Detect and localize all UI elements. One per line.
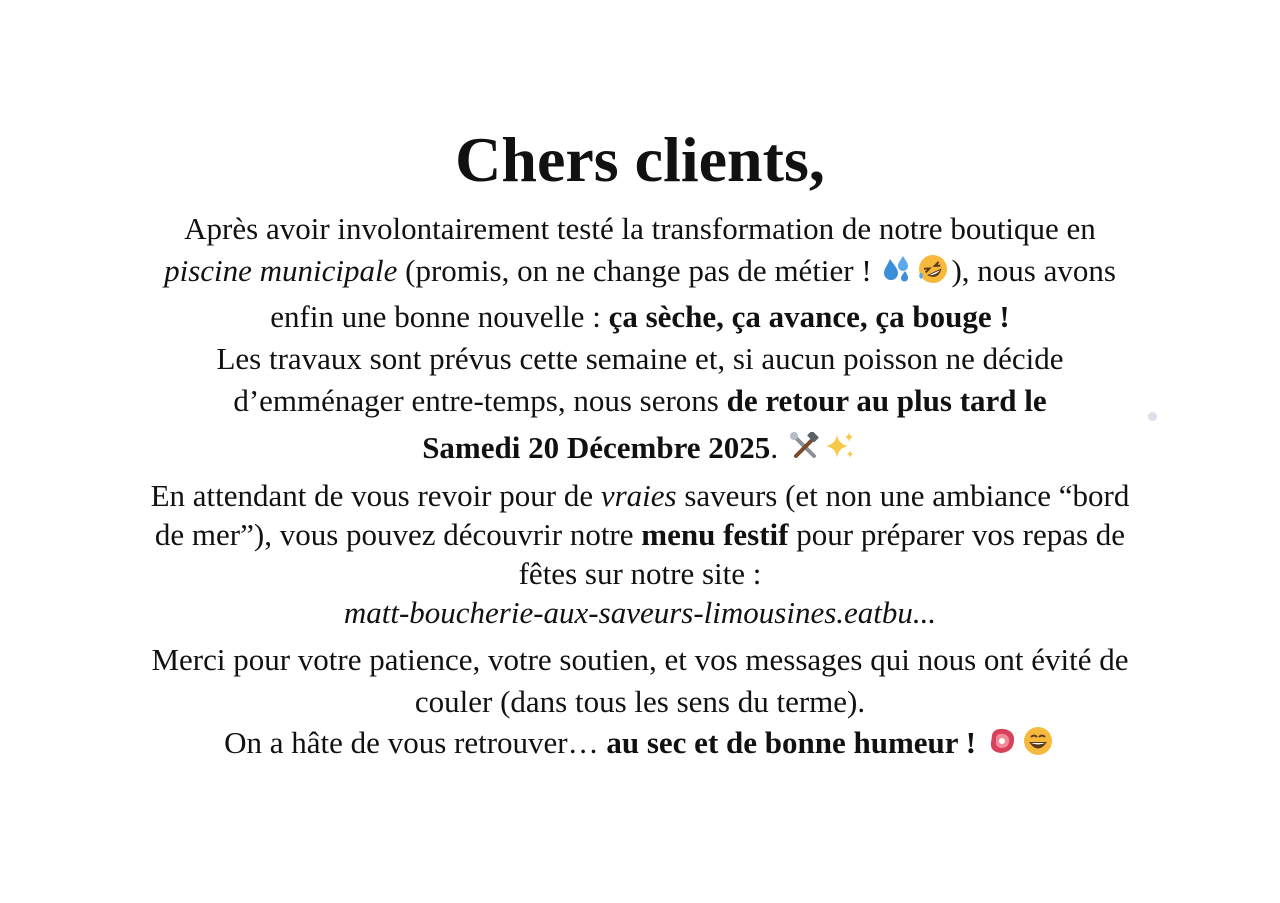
reopening-date: Samedi 20 Décembre 2025 bbox=[422, 430, 771, 465]
menu-line-1-text: En attendant de vous revoir pour de bbox=[150, 478, 601, 513]
website-link-text[interactable]: matt-boucherie-aux-saveurs-limousines.eatbu... bbox=[343, 595, 937, 630]
paragraph-date bbox=[90, 427, 1190, 473]
menu-line-2 bbox=[90, 515, 1190, 554]
thanks-line-1: Merci pour votre patience, votre soutien, et vos messages qui nous ont évité de bbox=[151, 642, 1129, 677]
paragraph-menu bbox=[90, 476, 1190, 632]
menu-line-1 bbox=[90, 476, 1190, 515]
paragraph-closing bbox=[90, 722, 1190, 768]
website-link[interactable] bbox=[90, 593, 1190, 632]
intro-line-3-text: enfin une bonne nouvelle : bbox=[270, 299, 609, 334]
closing-bold-text: au sec et de bonne humeur ! bbox=[606, 725, 977, 760]
works-line-2 bbox=[90, 380, 1190, 422]
intro-line-2-end: ), nous avons bbox=[951, 253, 1116, 288]
paper-speck bbox=[1148, 412, 1157, 421]
return-text: de retour au plus tard le bbox=[726, 383, 1047, 418]
letter-title: Chers clients, bbox=[455, 124, 825, 195]
closing-text: On a hâte de vous retrouver… bbox=[224, 725, 607, 760]
sparkles-icon bbox=[824, 430, 856, 473]
intro-line-2-text: (promis, on ne change pas de métier ! bbox=[397, 253, 880, 288]
piscine-municipale-text: piscine municipale bbox=[164, 253, 398, 288]
date-line bbox=[90, 427, 1190, 473]
intro-line-3 bbox=[90, 296, 1190, 338]
paragraph-thanks bbox=[90, 639, 1190, 723]
paragraph-intro bbox=[90, 208, 1190, 338]
intro-line-1: Après avoir involontairement testé la transformation de notre boutique en bbox=[184, 211, 1096, 246]
hammer-and-wrench-icon bbox=[788, 431, 820, 473]
menu-line-3: fêtes sur notre site : bbox=[518, 556, 762, 591]
vraies-text: vraies bbox=[600, 478, 677, 513]
grinning-face-icon bbox=[1022, 725, 1054, 768]
rolling-on-floor-laughing-icon bbox=[917, 253, 949, 296]
intro-line-2 bbox=[90, 250, 1190, 296]
menu-line-1-end: saveurs (et non une ambiance “bord bbox=[676, 478, 1130, 513]
thanks-line-2: couler (dans tous les sens du terme). bbox=[414, 684, 866, 719]
menu-festif-text: menu festif bbox=[641, 517, 789, 552]
good-news-text: ça sèche, ça avance, ça bouge ! bbox=[608, 299, 1010, 334]
menu-line-2-text: de mer”), vous pouvez découvrir notre bbox=[154, 517, 642, 552]
closing-line bbox=[90, 722, 1190, 768]
cut-of-meat-icon bbox=[986, 725, 1018, 768]
sweat-droplets-icon bbox=[881, 254, 913, 296]
works-line-1: Les travaux sont prévus cette semaine et, si aucun poisson ne décide bbox=[216, 341, 1064, 376]
menu-line-2-end: pour préparer vos repas de bbox=[788, 517, 1126, 552]
date-line-punct: . bbox=[770, 430, 786, 465]
paragraph-works bbox=[90, 338, 1190, 422]
works-line-2-text: d’emménager entre-temps, nous serons bbox=[233, 383, 727, 418]
